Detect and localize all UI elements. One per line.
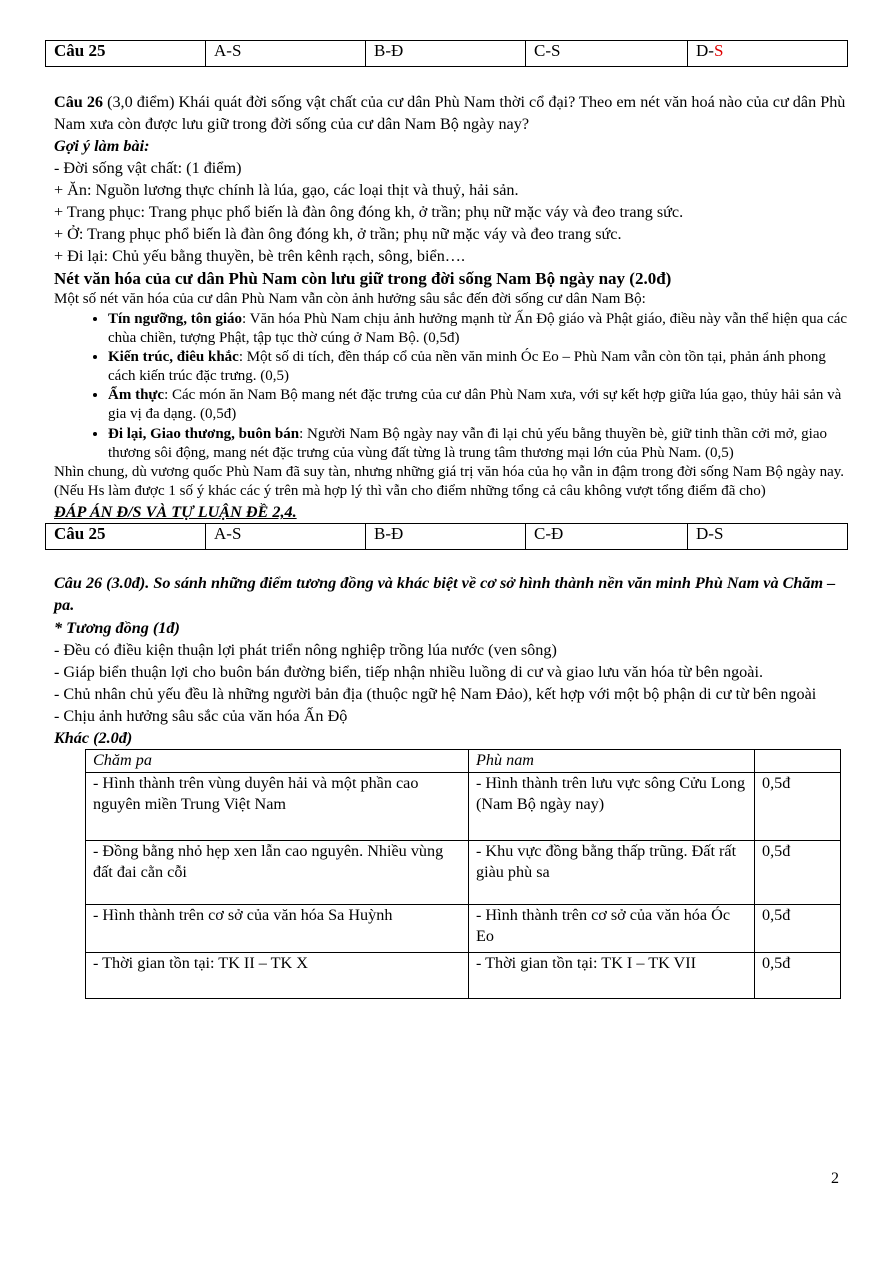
question-26-prompt xyxy=(54,91,850,135)
material-line: + Trang phục: Trang phục phổ biến là đàn ông đóng kh, ở trần; phụ nữ mặc váy và đeo trang sức. xyxy=(54,203,684,222)
list-item xyxy=(108,425,850,463)
table-row xyxy=(46,524,848,550)
section-heading: ĐÁP ÁN Đ/S VÀ TỰ LUẬN ĐỀ 2,4. xyxy=(54,503,297,522)
cham-cell: - Hình thành trên vùng duyên hải và một phần cao nguyên miền Trung Việt Nam xyxy=(86,772,469,840)
question-26-title: Câu 26 (3.0đ). So sánh những điểm tương đồng và khác biệt về cơ sở hình thành nền văn minh Phù Nam và Chăm – pa. xyxy=(54,574,836,615)
comparison-table xyxy=(85,749,841,999)
header-cell: Chăm pa xyxy=(86,749,469,772)
cham-cell: - Đồng bằng nhỏ hẹp xen lẫn cao nguyên. Nhiều vùng đất đai cằn cỗi xyxy=(86,840,469,904)
question-cell: Câu 25 xyxy=(46,524,206,550)
table-row xyxy=(46,41,848,67)
conclusion: Nhìn chung, dù vương quốc Phù Nam đã suy tàn, nhưng những giá trị văn hóa của họ vẫn in đậm trong đời sống Nam Bộ ngày nay. xyxy=(54,464,844,481)
score-cell: 0,5đ xyxy=(755,904,841,952)
table-row xyxy=(86,952,841,998)
list-item xyxy=(108,348,850,386)
phunam-cell: - Thời gian tồn tại: TK I – TK VII xyxy=(469,952,755,998)
document-page xyxy=(54,40,850,999)
grading-note: (Nếu Hs làm được 1 số ý khác các ý trên mà hợp lý thì vẫn cho điểm những tổng cả câu không vượt tổng điểm đã cho) xyxy=(54,483,766,500)
similar-line: - Giáp biển thuận lợi cho buôn bán đường biển, tiếp nhận nhiều luồng di cư và giao lưu văn hóa từ bên ngoài. xyxy=(54,662,764,681)
culture-intro: Một số nét văn hóa của cư dân Phù Nam vẫn còn ảnh hưởng sâu sắc đến đời sống cư dân Nam Bộ: xyxy=(54,291,646,308)
table-row xyxy=(86,772,841,840)
list-item-title: Ẩm thực xyxy=(108,387,165,404)
score-cell: 0,5đ xyxy=(755,952,841,998)
answer-table-2 xyxy=(45,523,848,550)
diff-heading: Khác (2.0đ) xyxy=(54,728,133,747)
score-cell: 0,5đ xyxy=(755,772,841,840)
question-cell: Câu 25 xyxy=(46,41,206,67)
cham-cell: - Thời gian tồn tại: TK II – TK X xyxy=(86,952,469,998)
page-number: 2 xyxy=(831,1170,839,1187)
phunam-cell: - Hình thành trên cơ sở của văn hóa Óc Eo xyxy=(469,904,755,952)
list-item xyxy=(108,310,850,348)
answer-c-cell: C-S xyxy=(526,41,688,67)
phunam-cell: - Hình thành trên lưu vực sông Cửu Long (Nam Bộ ngày nay) xyxy=(469,772,755,840)
answer-d-cell: D-S xyxy=(688,524,848,550)
answer-d-value: S xyxy=(713,41,724,60)
answer-b-cell: B-Đ xyxy=(366,41,526,67)
list-item xyxy=(108,386,850,424)
hint-heading: Gợi ý làm bài: xyxy=(54,137,150,156)
table-row xyxy=(86,840,841,904)
similar-heading: * Tương đồng (1đ) xyxy=(54,618,180,637)
material-line: - Đời sống vật chất: (1 điểm) xyxy=(54,159,242,178)
header-cell: Phù nam xyxy=(469,749,755,772)
cham-cell: - Hình thành trên cơ sở của văn hóa Sa Huỳnh xyxy=(86,904,469,952)
phunam-cell: - Khu vực đồng bằng thấp trũng. Đất rất giàu phù sa xyxy=(469,840,755,904)
table-row xyxy=(86,904,841,952)
table-header-row xyxy=(86,749,841,772)
answer-table-1 xyxy=(45,40,848,67)
list-item-title: Tín ngưỡng, tôn giáo xyxy=(108,310,243,327)
material-line: + Đi lại: Chủ yếu bằng thuyền, bè trên kênh rạch, sông, biển…. xyxy=(54,247,466,266)
question-text: (3,0 điểm) Khái quát đời sống vật chất của cư dân Phù Nam thời cổ đại? Theo em nét văn hoá nào của cư dân Phù Nam xưa còn được lưu giữ trong đời sống của cư dân Nam Bộ ngày nay? xyxy=(54,93,846,134)
material-line: + Ăn: Nguồn lương thực chính là lúa, gạo, các loại thịt và thuỷ, hải sản. xyxy=(54,181,519,200)
header-cell xyxy=(755,749,841,772)
similar-line: - Chịu ảnh hưởng sâu sắc của văn hóa Ấn Độ xyxy=(54,706,348,725)
answer-a-cell: A-S xyxy=(206,41,366,67)
list-item-text: : Văn hóa Phù Nam chịu ảnh hưởng mạnh từ Ấn Độ giáo và Phật giáo, điều này vẫn thể hiện qua các chùa chiền, tượng Phật, tập tục thờ cúng ở Nam Bộ. (0,5đ) xyxy=(108,310,848,346)
list-item-text: : Một số di tích, đền tháp cổ của nền văn minh Óc Eo – Phù Nam vẫn còn tồn tại, phản ánh phong cách kiến trúc đặc trưng. (0,5) xyxy=(108,348,826,385)
culture-list xyxy=(54,310,850,464)
similar-line: - Đều có điều kiện thuận lợi phát triển nông nghiệp trồng lúa nước (ven sông) xyxy=(54,640,557,659)
list-item-text: : Người Nam Bộ ngày nay vẫn đi lại chủ yếu bằng thuyền bè, giữ tinh thần cởi mở, giao thương sôi động, mang nét đặc trưng của vùng đất từng là trung tâm thương mại lớn của Phù Nam. (0,5) xyxy=(108,425,827,461)
answer-d-cell xyxy=(688,41,848,67)
question-label: Câu 26 xyxy=(54,93,104,111)
list-item-title: Kiến trúc, điêu khắc xyxy=(108,348,239,365)
material-line: + Ở: Trang phục phổ biến là đàn ông đóng kh, ở trần; phụ nữ mặc váy và đeo trang sức. xyxy=(54,225,622,244)
answer-b-cell: B-Đ xyxy=(366,524,526,550)
answer-c-cell: C-Đ xyxy=(526,524,688,550)
answer-d-prefix: D- xyxy=(696,41,714,60)
similar-line: - Chủ nhân chủ yếu đều là những người bản địa (thuộc ngữ hệ Nam Đảo), kết hợp với một bộ phận di cư từ bên ngoài xyxy=(54,684,817,703)
list-item-text: : Các món ăn Nam Bộ mang nét đặc trưng của cư dân Phù Nam xưa, với sự kết hợp giữa lúa gạo, thủy hải sản và gia vị đa dạng. (0,5đ) xyxy=(108,387,842,423)
culture-heading: Nét văn hóa của cư dân Phù Nam còn lưu giữ trong đời sống Nam Bộ ngày nay (2.0đ) xyxy=(54,269,672,289)
list-item-title: Đi lại, Giao thương, buôn bán xyxy=(108,425,300,442)
answer-a-cell: A-S xyxy=(206,524,366,550)
score-cell: 0,5đ xyxy=(755,840,841,904)
